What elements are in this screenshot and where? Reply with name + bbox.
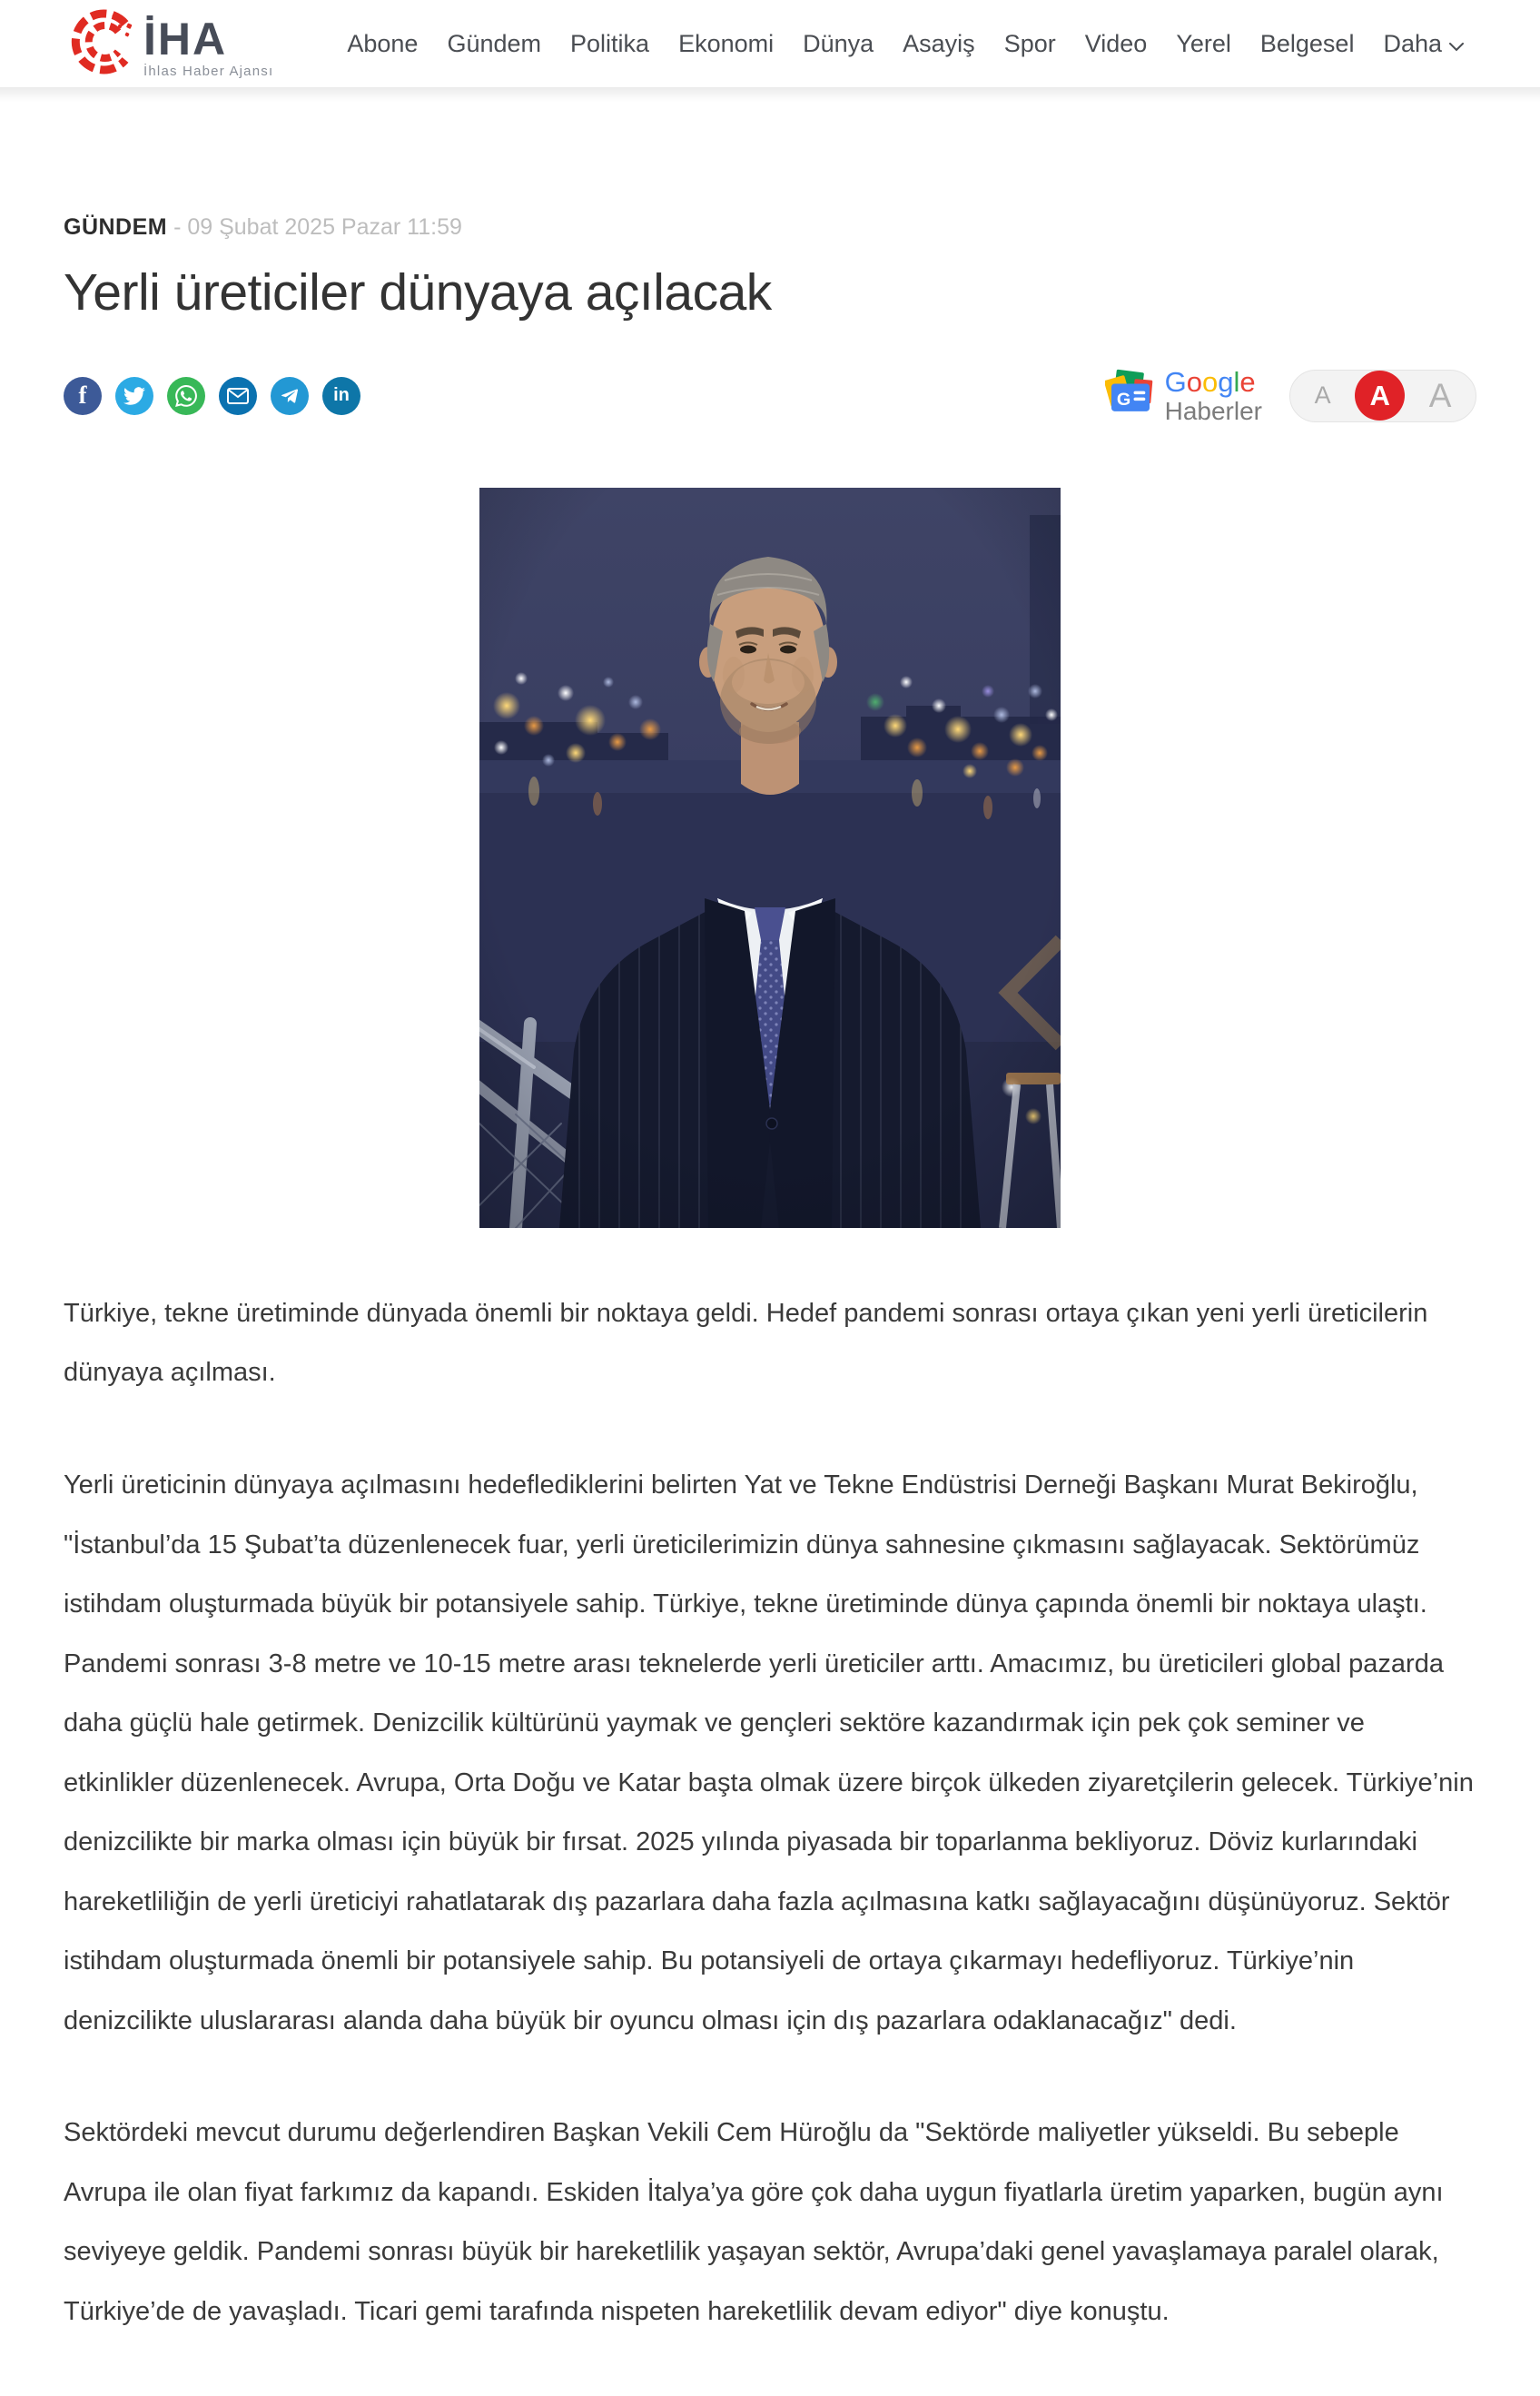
nav-item-daha[interactable]: [1383, 30, 1464, 58]
main-nav: [347, 30, 1464, 58]
linkedin-icon: in: [333, 385, 350, 406]
share-row: [64, 368, 1476, 424]
article-page: [0, 214, 1540, 2396]
iha-logo-icon: [71, 9, 136, 79]
article-date: - 09 Şubat 2025 Pazar 11:59: [173, 214, 462, 240]
nav-item-video[interactable]: Video: [1084, 29, 1148, 57]
facebook-share-button[interactable]: [64, 377, 102, 415]
site-header: [0, 0, 1540, 87]
nav-item-belgesel[interactable]: Belgesel: [1259, 29, 1355, 57]
whatsapp-icon: [175, 385, 197, 407]
nav-item-ekonomi[interactable]: Ekonomi: [678, 29, 775, 57]
twitter-icon: [123, 385, 145, 407]
google-news-icon: [1105, 368, 1156, 423]
share-buttons: [64, 377, 360, 415]
nav-item-gundem[interactable]: Gündem: [447, 29, 542, 57]
nav-item-politika[interactable]: Politika: [570, 29, 650, 57]
category-row: [64, 214, 1476, 241]
nav-item-daha-label: Daha: [1383, 29, 1442, 57]
article-photo: [479, 488, 1061, 1228]
page-title: Yerli üreticiler dünyaya açılacak: [64, 263, 772, 322]
article-paragraph: Yerli üreticinin dünyaya açılmasını hedeflediklerini belirten Yat ve Tekne Endüstrisi Derneği Başkanı Murat Bekiroğlu, "İstanbul’da 15 Şubat’ta düzenlenecek fuar, yerli üreticilerimizin dünya sahnesine çıkmasını sağlayacak. Sektörümüz istihdam oluşturmada büyük bir potansiyele sahip. Türkiye, tekne üretiminde dünya çapında önemli bir noktaya ulaştı. Pandemi sonrası 3-8 metre ve 10-15 metre arası teknelerde yerli üreticiler arttı. Amacımız, bu üreticileri global pazarda daha güçlü hale getirmek. Denizcilik kültürünü yaymak ve gençleri sektöre kazandırmak için pek çok seminer ve etkinlikler düzenlenecek. Avrupa, Orta Doğu ve Katar başta olmak üzere birçok ülkeden ziyaretçilerin gelecek. Türkiye’nin denizcilikte bir marka olması için büyük bir fırsat. 2025 yılında piyasada bir toparlanma bekliyoruz. Döviz kurlarındaki hareketliliğin de yerli üreticiyi rahatlatarak dış pazarlara daha fazla açılmasına katkı sağlayacağını düşünüyoruz. Sektör istihdam oluşturmada önemli bir potansiyele sahip. Bu potansiyeli de ortaya çıkarmayı hedefliyoruz. Türkiye’nin denizcilikte uluslararası alanda daha büyük bir oyuncu olması için dış pazarlara odaklanacağız" dedi.: [64, 1470, 1474, 2035]
whatsapp-share-button[interactable]: [167, 377, 205, 415]
svg-text:G: G: [1116, 390, 1130, 411]
twitter-share-button[interactable]: [115, 377, 153, 415]
facebook-icon: f: [78, 381, 87, 410]
share-right-tools: [1105, 368, 1476, 424]
google-news-badge[interactable]: [1105, 368, 1262, 424]
nav-item-dunya[interactable]: Dünya: [803, 29, 874, 57]
chevron-down-icon: [1449, 30, 1464, 58]
nav-item-yerel[interactable]: Yerel: [1176, 29, 1231, 57]
font-size-small-button[interactable]: A: [1314, 381, 1331, 410]
logo-text: İHA: [143, 13, 228, 64]
nav-item-abone[interactable]: Abone: [347, 29, 419, 57]
telegram-icon: [279, 385, 301, 407]
google-news-word2: Haberler: [1164, 396, 1262, 425]
linkedin-share-button[interactable]: [322, 377, 360, 415]
logo-tagline: İhlas Haber Ajansı: [143, 64, 274, 80]
telegram-share-button[interactable]: [271, 377, 309, 415]
font-size-large-button[interactable]: A: [1428, 376, 1452, 414]
font-size-control: [1289, 370, 1476, 422]
category-label[interactable]: GÜNDEM: [64, 214, 168, 240]
iha-logo[interactable]: [71, 9, 273, 79]
nav-item-asayis[interactable]: Asayiş: [903, 29, 975, 57]
article-body: [64, 1284, 1476, 2396]
article-paragraph: Sektördeki mevcut durumu değerlendiren Başkan Vekili Cem Hüroğlu da "Sektörde maliyetler yükseldi. Bu sebeple Avrupa ile olan fiyat farkımız da kapandı. Eskiden İtalya’ya göre çok daha uygun fiyatlarla üretim yaparken, bugün aynı seviyeye geldik. Pandemi sonrası büyük bir hareketlilik yaşayan sektör, Avrupa’daki genel yavaşlamaya paralel olarak, Türkiye’de de yavaşladı. Ticari gemi tarafında nispeten hareketlilik devam ediyor" diye konuştu.: [64, 2118, 1444, 2326]
email-share-button[interactable]: [219, 377, 257, 415]
font-size-active-button[interactable]: A: [1355, 371, 1405, 421]
google-news-word1: Google: [1164, 366, 1256, 398]
email-icon: [227, 388, 249, 404]
article-paragraph: Türkiye, tekne üretiminde dünyada önemli bir noktaya geldi. Hedef pandemi sonrası ortaya çıkan yeni yerli üreticilerin dünyaya açılması.: [64, 1298, 1428, 1388]
nav-item-spor[interactable]: Spor: [1003, 29, 1056, 57]
